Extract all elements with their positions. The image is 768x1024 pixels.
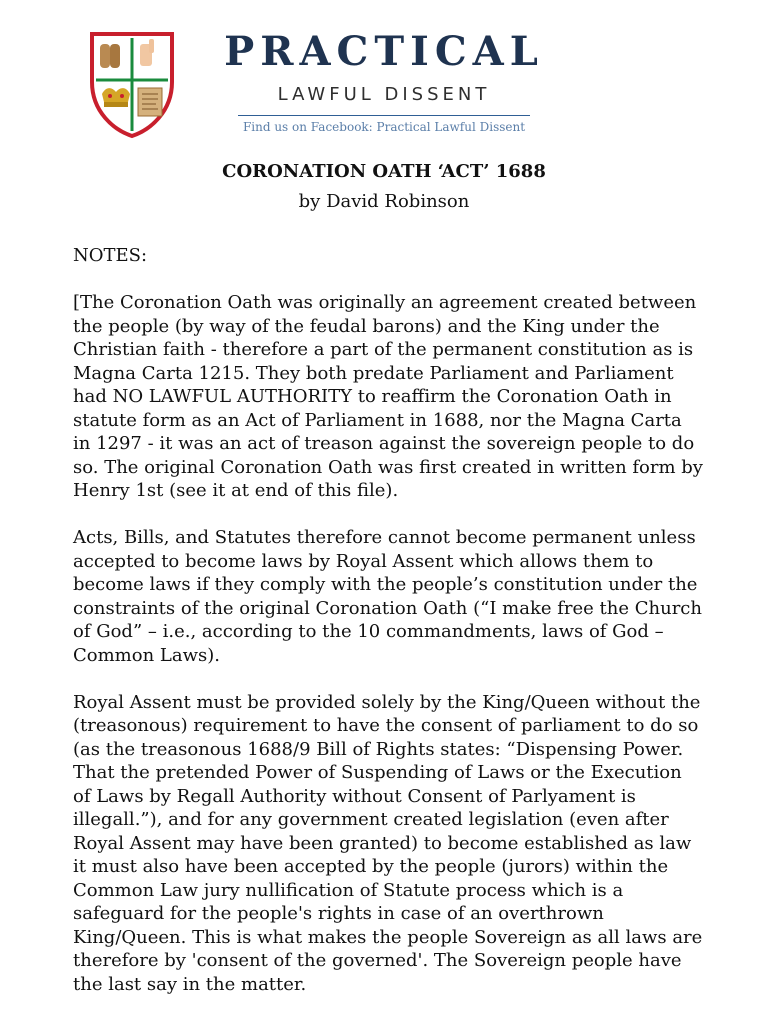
body-paragraph-3: Royal Assent must be provided solely by the King/Queen without the (treasonous) requirement to have the consent of parliament to do so (as the treasonous 1688/9 Bill of Rights states: “Dispensing Power. That the pretended Power of Suspending of Laws or the Execution of Laws by Regall Authority without Consent of Parlyament is illegall.”), and for any government created legislation (even after Royal Assent may have been granted) to become established as law it must also have been accepted by the people (jurors) within the Common Law jury nullification of Statute process which is a safeguard for the people's rights in case of an overthrown King/Queen. This is what makes the people Sovereign as all laws are therefore by 'consent of the governed'. The Sovereign people have the last say in the matter. — [73, 691, 703, 995]
page-header — [0, 0, 768, 150]
body-paragraph-1: [The Coronation Oath was originally an agreement created between the people (by way of the feudal barons) and the King under the Christian faith - therefore a part of the permanent constitution as is Magna Carta 1215. They both predate Parliament and Parliament had NO LAWFUL AUTHORITY to reaffirm the Coronation Oath in statute form as an Act of Parliament in 1688, nor the Magna Carta in 1297 - it was an act of treason against the sovereign people to do so. The original Coronation Oath was first created in written form by Henry 1st (see it at end of this file). — [73, 292, 703, 501]
shield-logo-icon — [88, 30, 176, 140]
document-title: CORONATION OATH ‘ACT’ 1688 — [222, 161, 546, 182]
brand-subtitle: LAWFUL DISSENT — [277, 84, 491, 105]
brand-divider — [238, 115, 530, 116]
document-title-block — [0, 160, 768, 214]
document-body — [73, 244, 703, 1020]
document-author: by David Robinson — [298, 191, 470, 212]
brand-title: PRACTICAL — [224, 28, 544, 75]
facebook-link-text: Find us on Facebook: Practical Lawful Dissent — [242, 120, 526, 134]
body-paragraph-2: Acts, Bills, and Statutes therefore cannot become permanent unless accepted to become laws by Royal Assent which allows them to become laws if they comply with the people’s constitution under the constraints of the original Coronation Oath (“I make free the Church of God” – i.e., according to the 10 commandments, laws of God – Common Laws). — [73, 527, 702, 666]
notes-label: NOTES: — [73, 245, 148, 266]
